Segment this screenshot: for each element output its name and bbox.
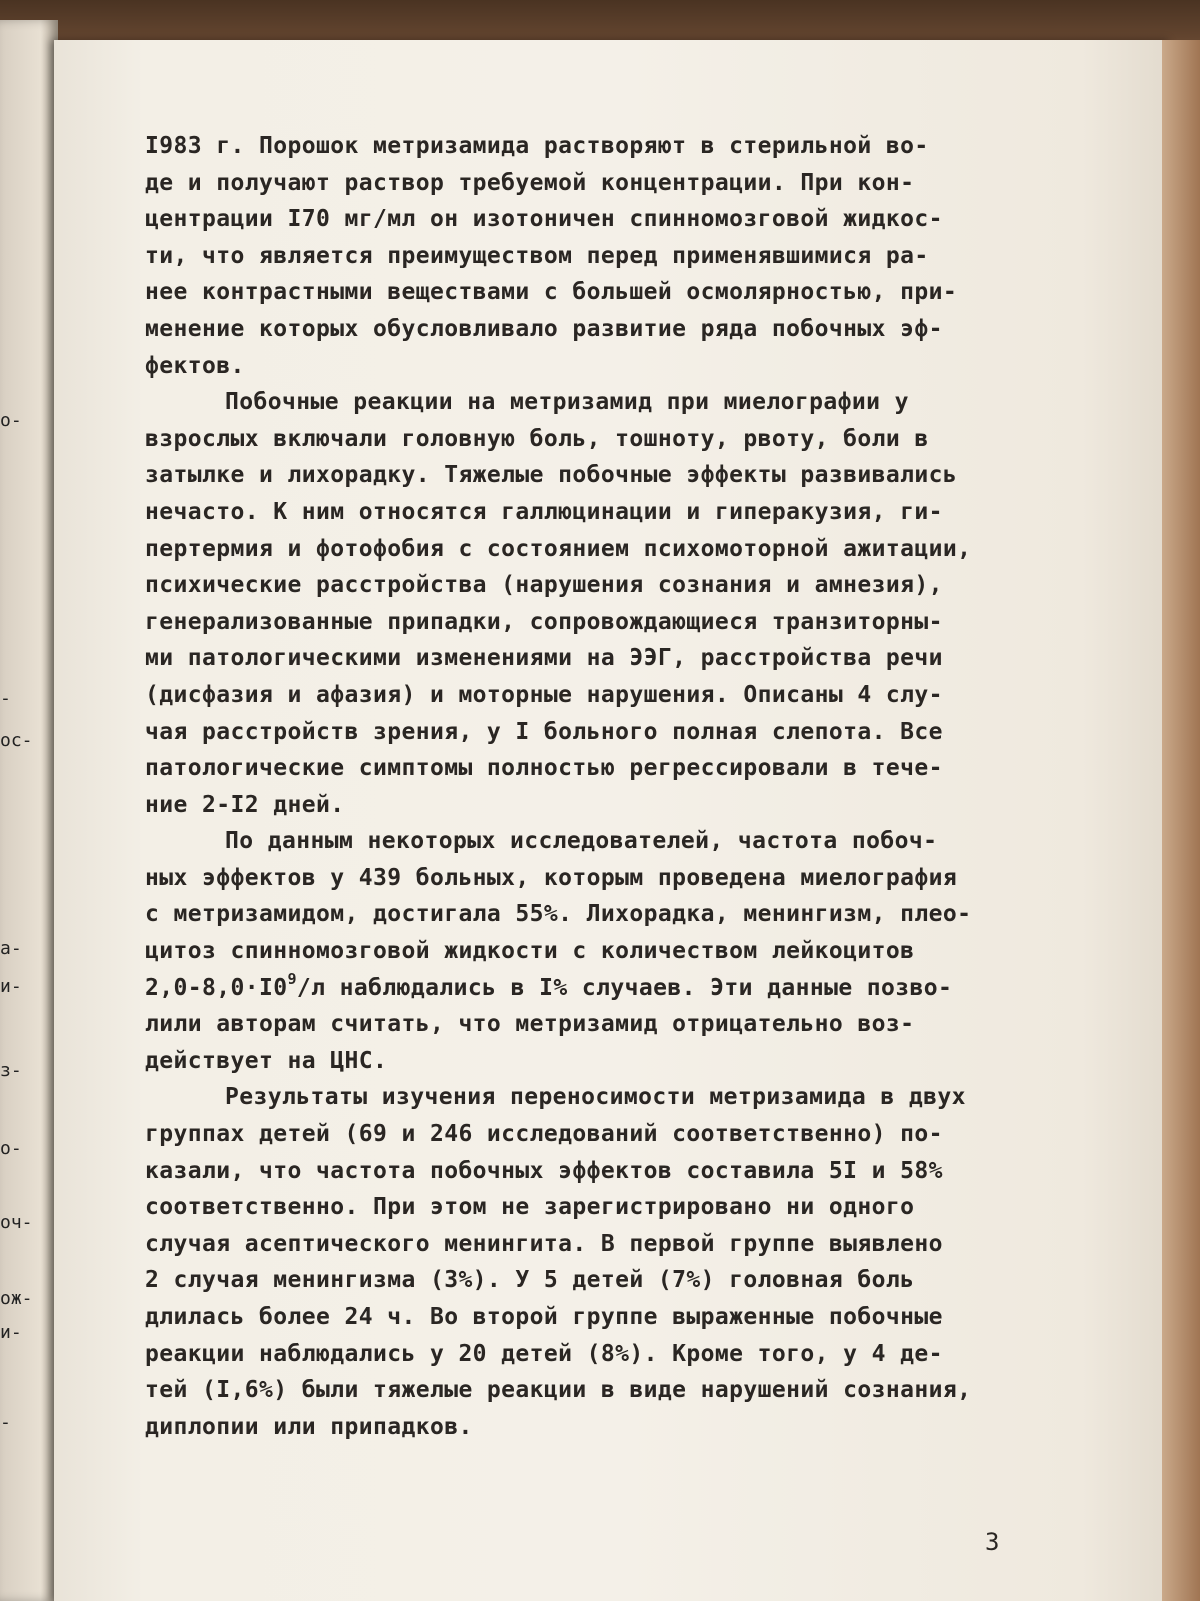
text-line [145,165,1045,202]
text-line-content: Побочные реакции на метризамид при миелографии у [225,389,909,416]
text-line-content: ми патологическими изменениями на ЭЭГ, расстройства речи [145,645,943,672]
text-line [145,567,1045,604]
left-fragment: а- [0,938,22,959]
text-line-content: длилась более 24 ч. Во второй группе выраженные побочные [145,1304,943,1330]
text-line-content: 2 случая менингизма (3%). У 5 детей (7%) головная боль [145,1267,915,1294]
text-line [145,494,1045,531]
text-line [145,1189,1045,1226]
text-line [145,750,1045,787]
text-line-content: соответственно. При этом не зарегистрировано ни одного [145,1194,915,1221]
text-line [145,604,1045,641]
left-fragment: ос- [0,730,33,751]
text-line [145,531,1045,568]
text-line [145,1372,1045,1409]
text-line-content: ных эффектов у 439 больных, которым проведена миелография [145,864,958,891]
text-line [145,311,1045,348]
text-line [145,1409,1045,1446]
text-line [145,274,1045,311]
text-line [145,348,1045,385]
text-line-content: лили авторам считать, что метризамид отрицательно воз- [145,1011,915,1038]
text-line [145,823,1045,860]
text-line-content: фектов. [145,352,245,379]
text-line [145,933,1045,970]
text-line [145,1043,1045,1080]
text-line-content: казали, что частота побочных эффектов составила 5I и 58% [145,1157,943,1184]
text-line [145,238,1045,275]
text-line [145,1299,1045,1336]
text-line [145,677,1045,714]
text-line [145,787,1045,824]
left-fragment: и- [0,976,22,997]
left-fragment: и- [0,1322,22,1343]
text-line-content: нечасто. К ним относятся галлюцинации и гиперакузия, ги- [145,498,943,525]
text-line-content: действует на ЦНС. [145,1047,388,1074]
text-line [145,201,1045,238]
text-line-content: По данным некоторых исследователей, частота побоч- [225,828,938,855]
text-line-content: генерализованные припадки, сопровождающиеся транзиторны- [145,608,943,635]
text-line-content: ние 2-I2 дней. [145,791,345,818]
text-line [145,128,1045,165]
text-line [145,640,1045,677]
text-line-content: пертермия и фотофобия с состоянием психомоторной ажитации, [145,535,972,562]
text-line [145,896,1045,933]
text-line-content: нее контрастными веществами с большей осмолярностью, при- [145,279,958,306]
text-line [145,714,1045,751]
text-line-content: психические расстройства (нарушения сознания и амнезия), [145,572,943,599]
text-line-content: ти, что является преимуществом перед применявшимися ра- [145,242,929,269]
text-line [145,1079,1045,1116]
text-line [145,457,1045,494]
text-line-content: случая асептического менингита. В первой группе выявлено [145,1230,943,1257]
left-fragment: о- [0,410,22,431]
text-line-content: патологические симптомы полностью регрессировали в тече- [145,755,943,782]
text-line [145,384,1045,421]
text-line-content: взрослых включали головную боль, тошноту, рвоту, боли в [145,425,929,452]
text-line-content: 2,0-8,0·I0 [145,974,288,1001]
text-line-continuation: /л наблюдались в I% случаев. Эти данные позво- [296,974,953,1001]
left-fragment: ож- [0,1288,33,1309]
text-line-content: с метризамидом, достигала 55%. Лихорадка, менингизм, плео- [145,901,972,928]
text-line [145,1116,1045,1153]
text-line [145,860,1045,897]
page-number: 3 [985,1528,1000,1556]
text-line-content: затылке и лихорадку. Тяжелые побочные эффекты развивались [145,462,958,489]
text-line-content: менение которых обусловливало развитие ряда побочных эф- [145,315,943,342]
text-line [145,1336,1045,1373]
text-line-content: (дисфазия и афазия) и моторные нарушения. Описаны 4 слу- [145,681,943,708]
text-line-content: тей (I,6%) были тяжелые реакции в виде нарушений сознания, [145,1377,972,1404]
text-line-content: де и получают раствор требуемой концентрации. При кон- [145,169,915,196]
text-line [145,970,1045,1007]
page-body-text [145,128,1045,1445]
book-right-edge [1162,40,1200,1601]
superscript-exponent: 9 [287,969,297,988]
left-fragment: - [0,1412,11,1433]
left-fragment: з- [0,1060,22,1081]
left-fragment: - [0,688,11,709]
text-line-content: чая расстройств зрения, у I больного полная слепота. Все [145,718,943,745]
text-line [145,421,1045,458]
text-line [145,1262,1045,1299]
text-line-content: реакции наблюдались у 20 детей (8%). Кроме того, у 4 де- [145,1340,943,1367]
text-line [145,1153,1045,1190]
text-line-content: группах детей (69 и 246 исследований соответственно) по- [145,1121,943,1148]
text-line [145,1226,1045,1263]
text-line [145,1006,1045,1043]
text-line-content: диплопии или припадков. [145,1413,473,1440]
left-fragment: оч- [0,1212,33,1233]
left-page-fragments [0,20,58,1601]
text-line-content: центрации I70 мг/мл он изотоничен спинномозговой жидкос- [145,206,943,233]
text-line-content: Результаты изучения переносимости метризамида в двух [225,1084,966,1111]
text-line-content: цитоз спинномозговой жидкости с количеством лейкоцитов [145,938,915,965]
text-line-content: I983 г. Порошок метризамида растворяют в стерильной во- [145,133,929,159]
left-fragment: о- [0,1138,22,1159]
